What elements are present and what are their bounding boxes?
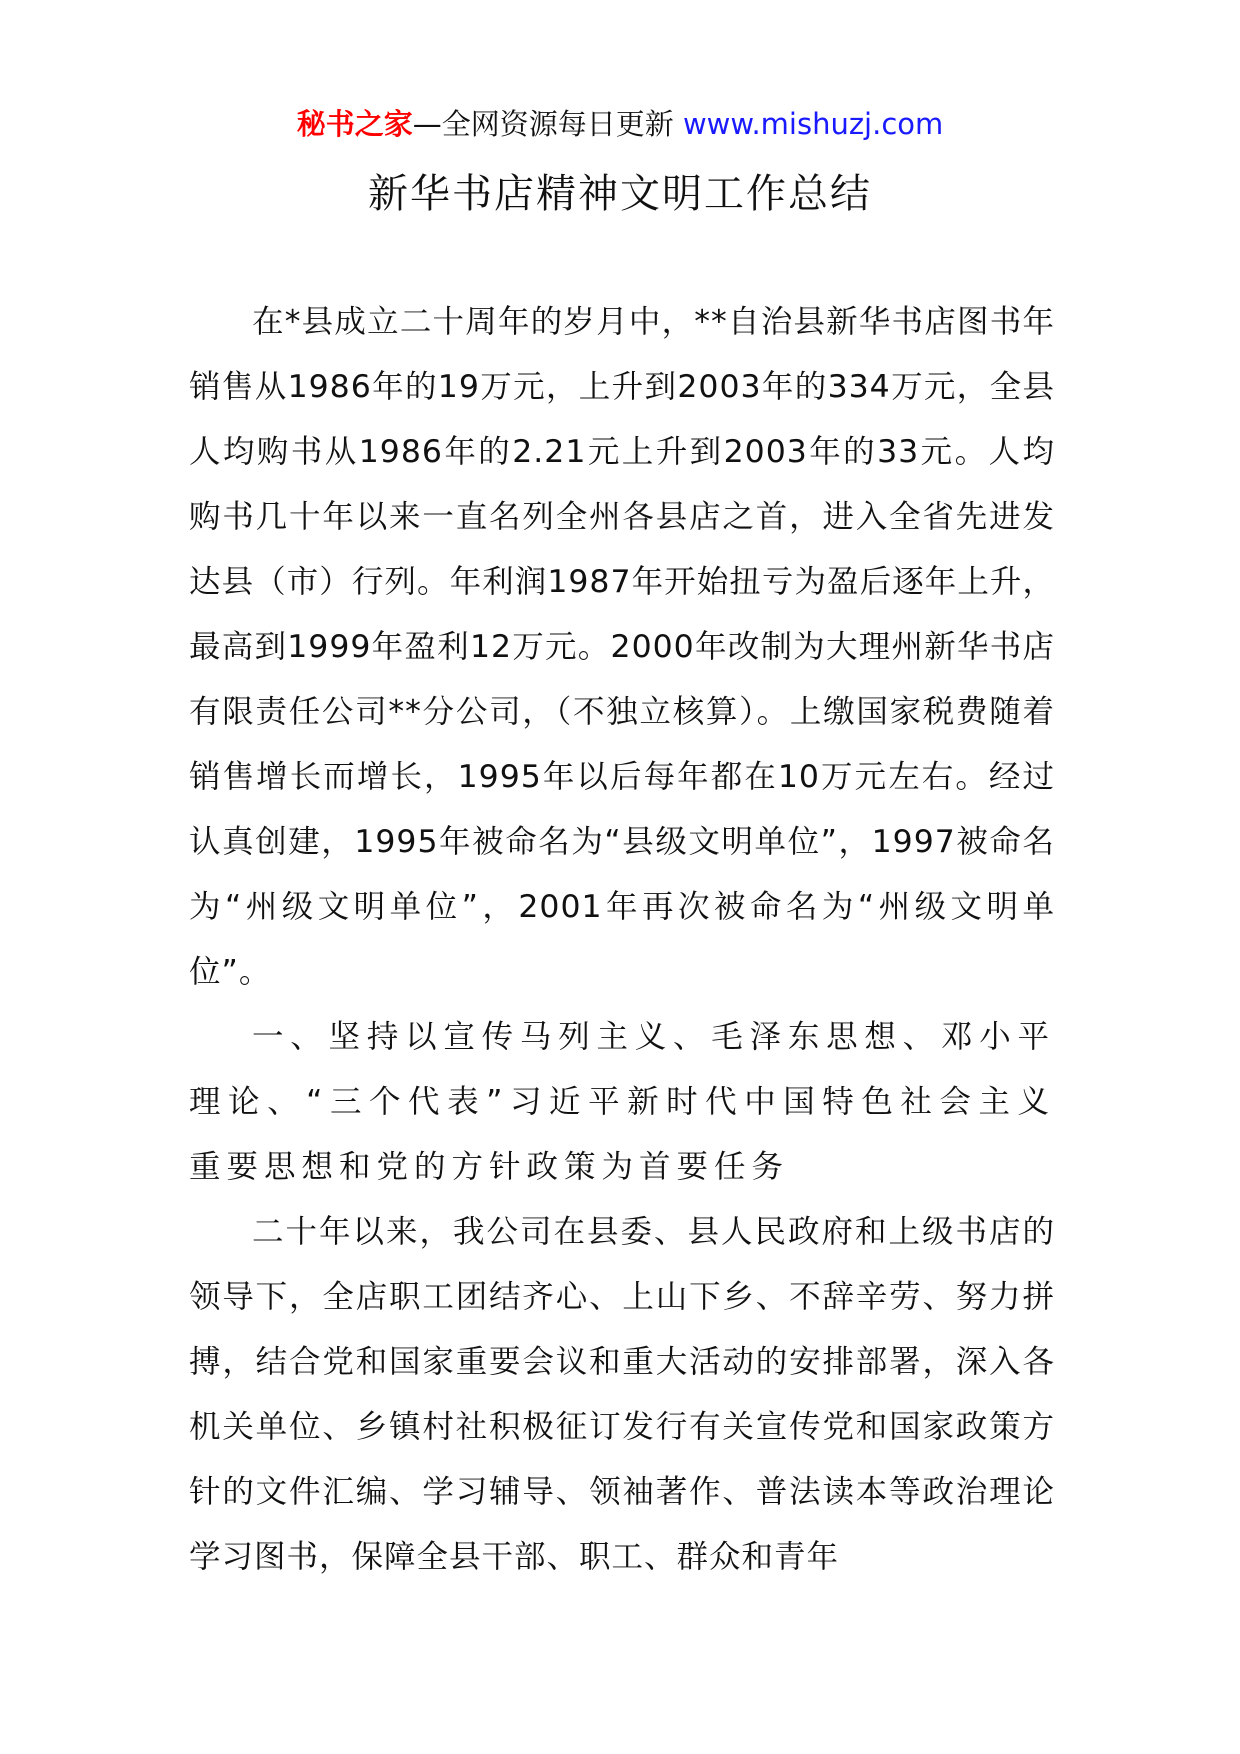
- paragraph-section-1: 二十年以来，我公司在县委、县人民政府和上级书店的领导下，全店职工团结齐心、上山下乡、不辞辛劳、努力拼搏，结合党和国家重要会议和重大活动的安排部署，深入各机关单位、乡镇村社积极征订发行有关宣传党和国家政策方针的文件汇编、学习辅导、领袖著作、普法读本等政治理论学习图书，保障全县干部、职工、群众和青年: [189, 1214, 1055, 1575]
- site-header: [0, 104, 1240, 144]
- site-name: 秘书之家: [296, 107, 413, 141]
- site-url-link[interactable]: www.mishuzj.com: [682, 107, 944, 141]
- section-heading-1: 一、坚持以宣传马列主义、毛泽东思想、邓小平理论、“三个代表”习近平新时代中国特色社会主义重要思想和党的方针政策为首要任务: [189, 1019, 1055, 1185]
- document-title: 新华书店精神文明工作总结: [368, 171, 872, 217]
- document-body: [189, 290, 1055, 1590]
- paragraph-intro: 在*县成立二十周年的岁月中，**自治县新华书店图书年销售从1986年的19万元，上升到2003年的334万元，全县人均购书从1986年的2.21元上升到2003年的33元。人均购书几十年以来一直名列全州各县店之首，进入全省先进发达县（市）行列。年利润1987年开始扭亏为盈后逐年上升，最高到1999年盈利12万元。2000年改制为大理州新华书店有限责任公司**分公司，（不独立核算）。上缴国家税费随着销售增长而增长，1995年以后每年都在10万元左右。经过认真创建，1995年被命名为“县级文明单位”，1997被命名为“州级文明单位”，2001年再次被命名为“州级文明单位”。: [189, 304, 1055, 990]
- site-tagline: —全网资源每日更新: [412, 107, 683, 141]
